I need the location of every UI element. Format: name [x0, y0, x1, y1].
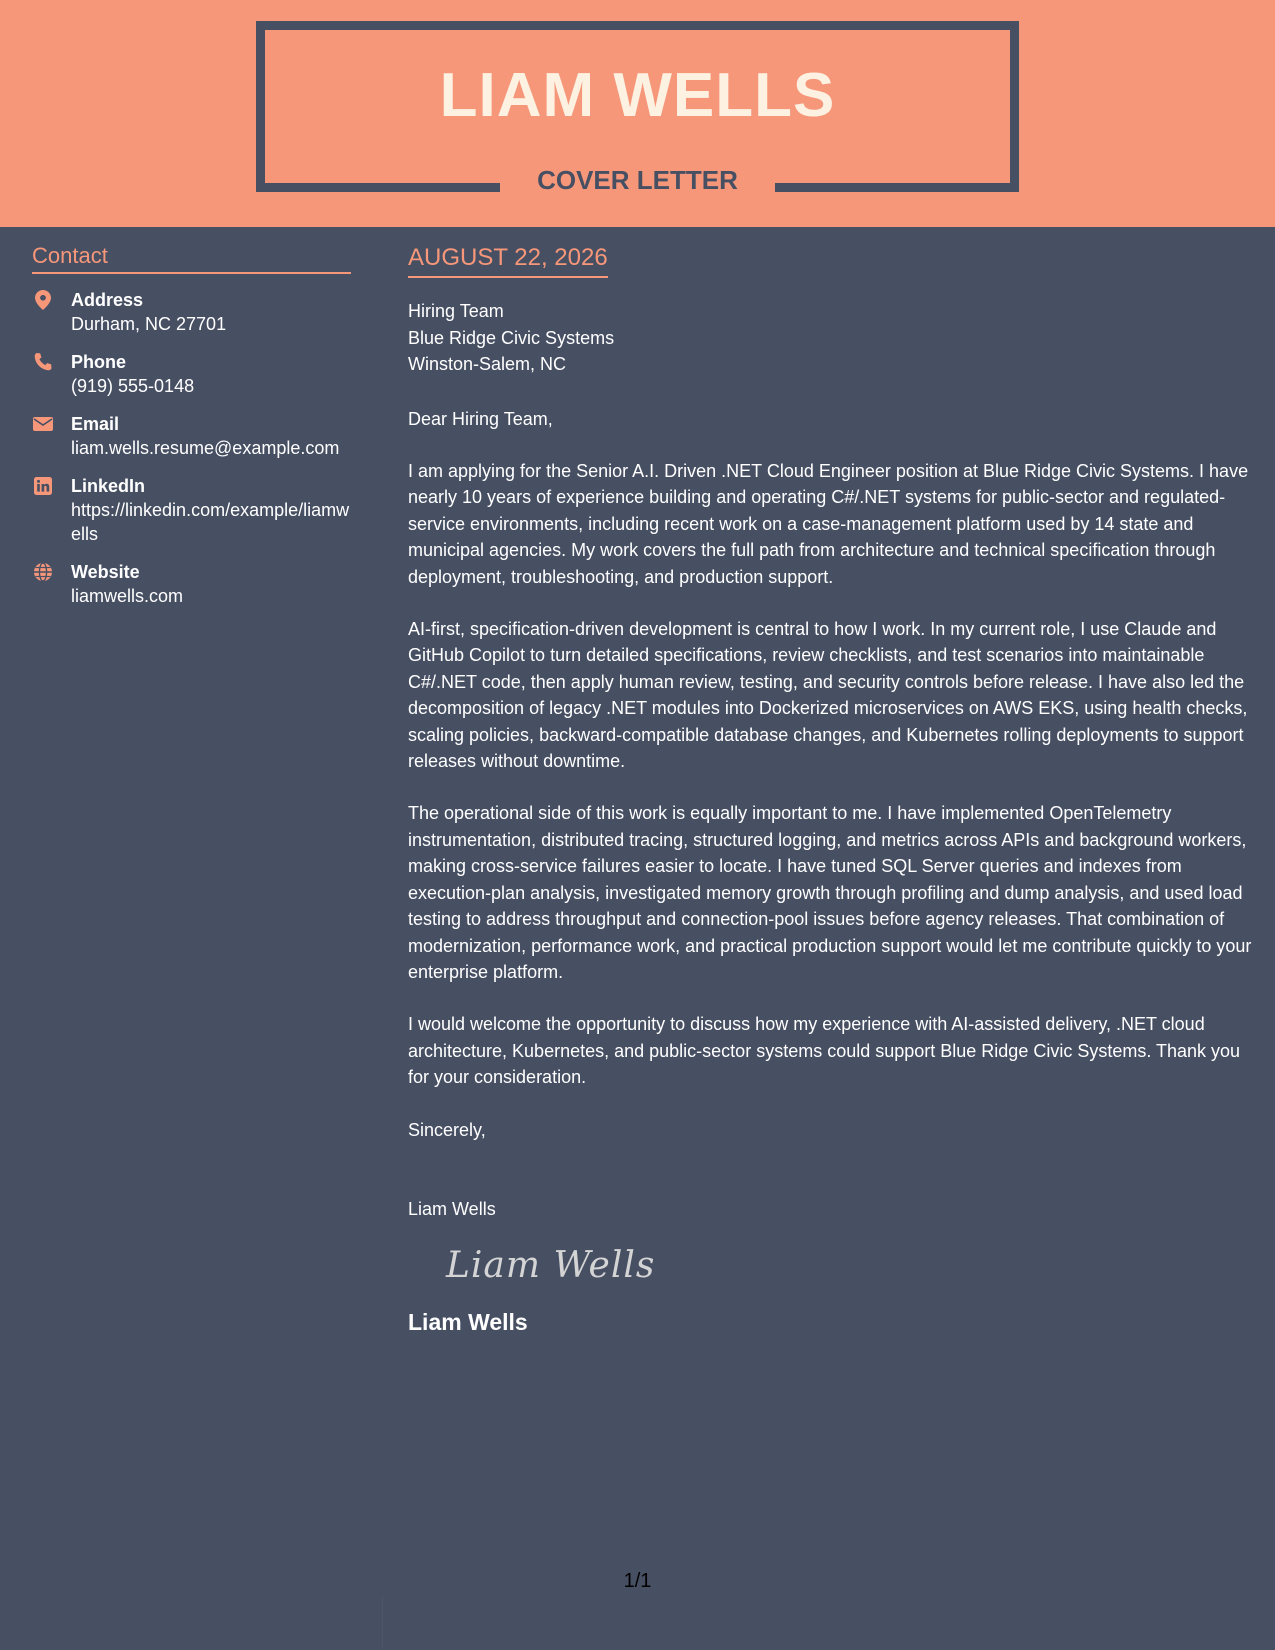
phone-icon: [32, 351, 54, 373]
contact-sidebar: [32, 243, 351, 608]
recipient-line: Winston-Salem, NC: [408, 354, 567, 374]
contact-label: Email: [71, 414, 120, 434]
recipient-line: Hiring Team: [408, 301, 504, 321]
contact-item-phone: [32, 350, 351, 398]
letter-paragraph: The operational side of this work is equally important to me. I have implemented OpenTelemetry instrumentation, distributed tracing, structured logging, and metrics across APIs and background workers, making cross-service failures easier to locate. I have tuned SQL Server queries and indexes from execution-plan analysis, investigated memory growth through profiling and dump analysis, and used load testing to address throughput and connection-pool issues before agency releases. That combination of modernization, performance work, and practical production support would let me contribute quickly to your enterprise platform.: [408, 803, 1252, 982]
phone-value: (919) 555-0148: [71, 376, 195, 396]
applicant-name: LIAM WELLS: [439, 61, 836, 130]
map-pin-icon: [32, 289, 54, 311]
address-value: Durham, NC 27701: [71, 314, 227, 334]
contact-label: Phone: [71, 352, 127, 372]
linkedin-link[interactable]: https://linkedin.com/example/liamwells: [71, 500, 350, 544]
letter-paragraph: I would welcome the opportunity to discuss how my experience with AI-assisted delivery, .NET cloud architecture, Kubernetes, and public-sector systems could support Blue Ridge Civic Systems. Thank you for your consideration.: [408, 1014, 1241, 1088]
recipient-block: [408, 298, 1253, 378]
contact-label: Address: [71, 290, 144, 310]
letter-body: [408, 244, 1253, 1337]
letter-date: AUGUST 22, 2026: [408, 244, 608, 278]
typed-name: Liam Wells: [408, 1308, 528, 1335]
handwritten-signature: Liam Wells: [446, 1244, 656, 1286]
signed-name: Liam Wells: [408, 1199, 496, 1220]
contact-heading: Contact: [32, 243, 351, 274]
letter-paragraph: AI-first, specification-driven development is central to how I work. In my current role, I use Claude and GitHub Copilot to turn detailed specifications, review checklists, and test scenarios into maintainable C#/.NET code, then apply human review, testing, and security controls before release. I have also led the decomposition of legacy .NET modules into Dockerized microservices on AWS EKS, using health checks, scaling policies, backward-compatible database changes, and Kubernetes rolling deployments to support releases without downtime.: [408, 619, 1248, 772]
contact-item-website: [32, 560, 351, 608]
recipient-line: Blue Ridge Civic Systems: [408, 327, 615, 348]
envelope-icon: [32, 413, 54, 435]
footer-divider: [382, 1595, 383, 1650]
header-banner: [0, 0, 1275, 227]
globe-icon: [32, 561, 54, 583]
document-subtitle: COVER LETTER: [500, 165, 775, 205]
email-link[interactable]: liam.wells.resume@example.com: [71, 438, 340, 458]
contact-item-address: [32, 288, 351, 336]
page-number: 1/1: [623, 1570, 652, 1592]
contact-item-linkedin: [32, 474, 351, 546]
closing: Sincerely,: [408, 1119, 486, 1140]
contact-label: Website: [71, 562, 140, 582]
salutation: Dear Hiring Team,: [408, 408, 553, 429]
contact-label: LinkedIn: [71, 476, 146, 496]
linkedin-icon: [32, 475, 54, 497]
website-link[interactable]: liamwells.com: [71, 586, 184, 606]
letter-paragraph: I am applying for the Senior A.I. Driven .NET Cloud Engineer position at Blue Ridge Civic Systems. I have nearly 10 years of experience building and operating C#/.NET systems for public-sector and regulated-service environments, including recent work on a case-management platform used by 14 state and municipal agencies. My work covers the full path from architecture and technical specification through deployment, troubleshooting, and production support.: [408, 461, 1249, 587]
contact-item-email: [32, 412, 351, 460]
